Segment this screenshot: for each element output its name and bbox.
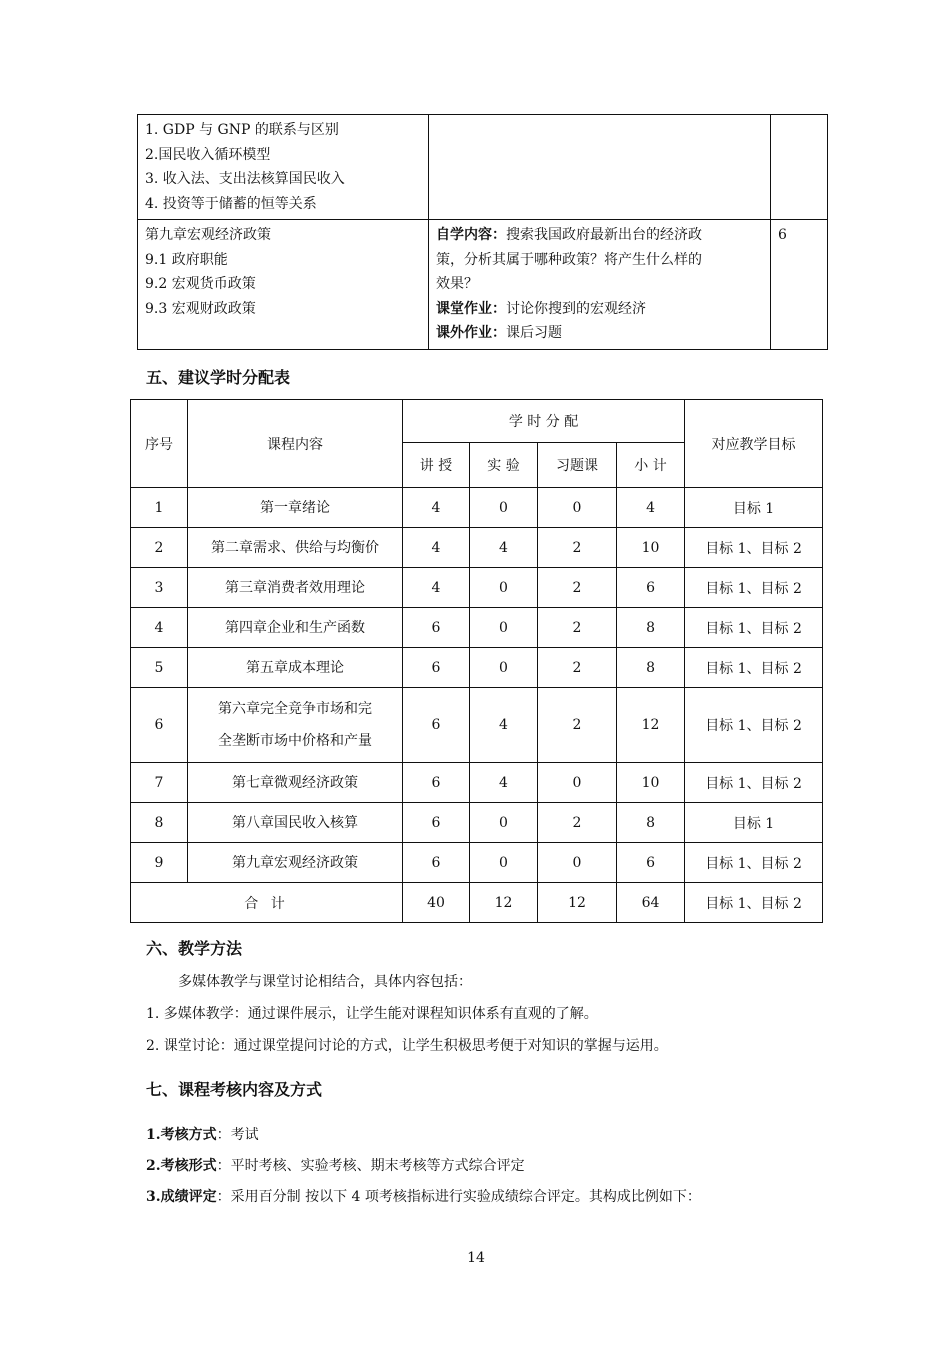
content-line: 第三章消费者效用理论 [225,579,365,596]
row-lecture: 6 [403,843,470,883]
row-goal: 目标 1、目标 2 [685,688,823,763]
row-content [188,608,403,648]
table-row [131,763,823,803]
row-content [188,648,403,688]
row-goal: 目标 1、目标 2 [685,568,823,608]
total-goal: 目标 1、目标 2 [685,883,823,923]
content-line: 第一章绪论 [260,499,330,516]
row-index: 6 [131,688,188,763]
row-lecture: 6 [403,803,470,843]
content-line: 第五章成本理论 [246,659,344,676]
row-subtotal: 8 [617,803,685,843]
topic-line: 9.1 政府职能 [145,251,228,268]
row-exercise: 2 [538,803,617,843]
row-exercise: 2 [538,608,617,648]
topic-line: 1. GDP 与 GNP 的联系与区别 [145,122,339,138]
table-row [131,688,823,763]
assignment-line [436,297,763,322]
list-item [146,1186,701,1206]
row-exercise: 2 [538,568,617,608]
hours-cell [771,115,828,220]
header-lecture: 讲 授 [403,443,470,488]
content-line: 第七章微观经济政策 [232,774,358,791]
section-title: 七、课程考核内容及方式 [146,1080,323,1099]
assignment-text: 讨论你搜到的宏观经济 [506,300,646,317]
row-goal: 目标 1、目标 2 [685,608,823,648]
content-line: 第二章需求、供给与均衡价 [211,539,379,556]
list-item [146,1155,525,1175]
item-text: ：平时考核、实验考核、期末考核等方式综合评定 [216,1158,525,1174]
hours-cell: 6 [771,220,828,350]
row-experiment: 4 [470,528,538,568]
topic-line: 4. 投资等于储蓄的恒等关系 [145,195,317,212]
row-index: 8 [131,803,188,843]
course-content-table [137,114,828,350]
row-experiment: 4 [470,688,538,763]
item-text: ：采用百分制 按以下 4 项考核指标进行实验成绩综合评定。其构成比例如下： [216,1189,701,1205]
row-content [188,568,403,608]
topic-line: 3. 收入法、支出法核算国民收入 [145,171,345,187]
item-text: ：考试 [216,1127,259,1143]
total-label: 合 计 [131,883,403,923]
row-content [188,803,403,843]
assignment-cell [429,115,771,220]
section-title: 五、建议学时分配表 [146,368,291,387]
row-index: 5 [131,648,188,688]
assignment-line [436,272,763,297]
row-goal: 目标 1 [685,803,823,843]
row-lecture: 6 [403,608,470,648]
row-goal: 目标 1、目标 2 [685,528,823,568]
row-subtotal: 10 [617,528,685,568]
row-subtotal: 6 [617,568,685,608]
header-index: 序号 [131,400,188,488]
assignment-label: 自学内容： [436,227,506,243]
list-item [146,1124,259,1144]
row-goal: 目标 1、目标 2 [685,843,823,883]
item-label: 1.考核方式 [146,1127,217,1143]
assignment-line [436,321,763,346]
content-line: 第六章完全竞争市场和完 [218,701,372,717]
topic-line: 第九章宏观经济政策 [145,227,271,243]
table-row [131,608,823,648]
total-exercise: 12 [538,883,617,923]
row-exercise: 0 [538,488,617,528]
content-line: 第八章国民收入核算 [232,814,358,831]
row-experiment: 0 [470,843,538,883]
row-lecture: 4 [403,528,470,568]
row-experiment: 0 [470,568,538,608]
row-experiment: 0 [470,803,538,843]
row-lecture: 4 [403,488,470,528]
list-item: 1. 多媒体教学：通过课件展示，让学生能对课程知识体系有直观的了解。 [146,1006,598,1022]
row-exercise: 2 [538,528,617,568]
hours-allocation-table [130,399,823,923]
page-number: 14 [467,1250,485,1266]
row-index: 4 [131,608,188,648]
table-row [131,488,823,528]
assignment-text: 策，分析其属于哪种政策？将产生什么样的 [436,251,702,268]
row-index: 1 [131,488,188,528]
row-exercise: 2 [538,688,617,763]
row-goal: 目标 1、目标 2 [685,763,823,803]
chapter-topics-cell [138,220,429,350]
row-lecture: 6 [403,763,470,803]
row-index: 9 [131,843,188,883]
row-subtotal: 6 [617,843,685,883]
table-row [131,528,823,568]
header-row [131,400,823,443]
row-content [188,528,403,568]
assignment-text: 效果？ [436,276,478,292]
row-exercise: 0 [538,843,617,883]
assignment-text: 搜索我国政府最新出台的经济政 [506,227,702,243]
table-row [131,648,823,688]
header-experiment: 实 验 [470,443,538,488]
item-label: 2.考核形式 [146,1158,217,1174]
total-subtotal: 64 [617,883,685,923]
row-lecture: 6 [403,688,470,763]
row-content [188,763,403,803]
assignment-text: 课后习题 [506,325,562,341]
header-goal: 对应教学目标 [685,400,823,488]
total-lecture: 40 [403,883,470,923]
row-lecture: 4 [403,568,470,608]
row-goal: 目标 1 [685,488,823,528]
row-experiment: 0 [470,648,538,688]
content-line: 第九章宏观经济政策 [232,854,358,871]
content-line: 第四章企业和生产函数 [225,619,365,636]
row-content [188,843,403,883]
topic-line: 2.国民收入循环模型 [145,146,271,163]
row-exercise: 0 [538,763,617,803]
row-subtotal: 4 [617,488,685,528]
table-row [131,568,823,608]
row-experiment: 0 [470,608,538,648]
content-line: 全垄断市场中价格和产量 [218,733,372,749]
row-index: 2 [131,528,188,568]
table-row [138,220,828,350]
header-hours-group: 学 时 分 配 [403,400,685,443]
assignment-label: 课外作业： [436,325,506,341]
row-goal: 目标 1、目标 2 [685,648,823,688]
topic-line: 9.2 宏观货币政策 [145,276,256,292]
row-subtotal: 10 [617,763,685,803]
row-lecture: 6 [403,648,470,688]
row-content [188,488,403,528]
table-row [138,115,828,220]
total-row [131,883,823,923]
chapter-topics-cell [138,115,429,220]
section-title: 六、教学方法 [146,939,243,958]
row-index: 3 [131,568,188,608]
total-experiment: 12 [470,883,538,923]
assignment-cell [429,220,771,350]
assignment-line [436,223,763,248]
row-index: 7 [131,763,188,803]
row-subtotal: 12 [617,688,685,763]
row-experiment: 4 [470,763,538,803]
header-subtotal: 小 计 [617,443,685,488]
assignment-line [436,248,763,273]
item-label: 3.成绩评定 [146,1189,217,1205]
row-exercise: 2 [538,648,617,688]
table-row [131,803,823,843]
row-content [188,688,403,763]
table-row [131,843,823,883]
list-item: 2. 课堂讨论：通过课堂提问讨论的方式，让学生积极思考便于对知识的掌握与运用。 [146,1038,668,1054]
header-content: 课程内容 [188,400,403,488]
row-subtotal: 8 [617,648,685,688]
topic-line: 9.3 宏观财政政策 [145,300,256,317]
row-experiment: 0 [470,488,538,528]
paragraph: 多媒体教学与课堂讨论相结合，具体内容包括： [178,974,472,990]
assignment-label: 课堂作业： [436,300,506,317]
row-subtotal: 8 [617,608,685,648]
header-exercise: 习题课 [538,443,617,488]
hours-table-body [131,488,823,883]
